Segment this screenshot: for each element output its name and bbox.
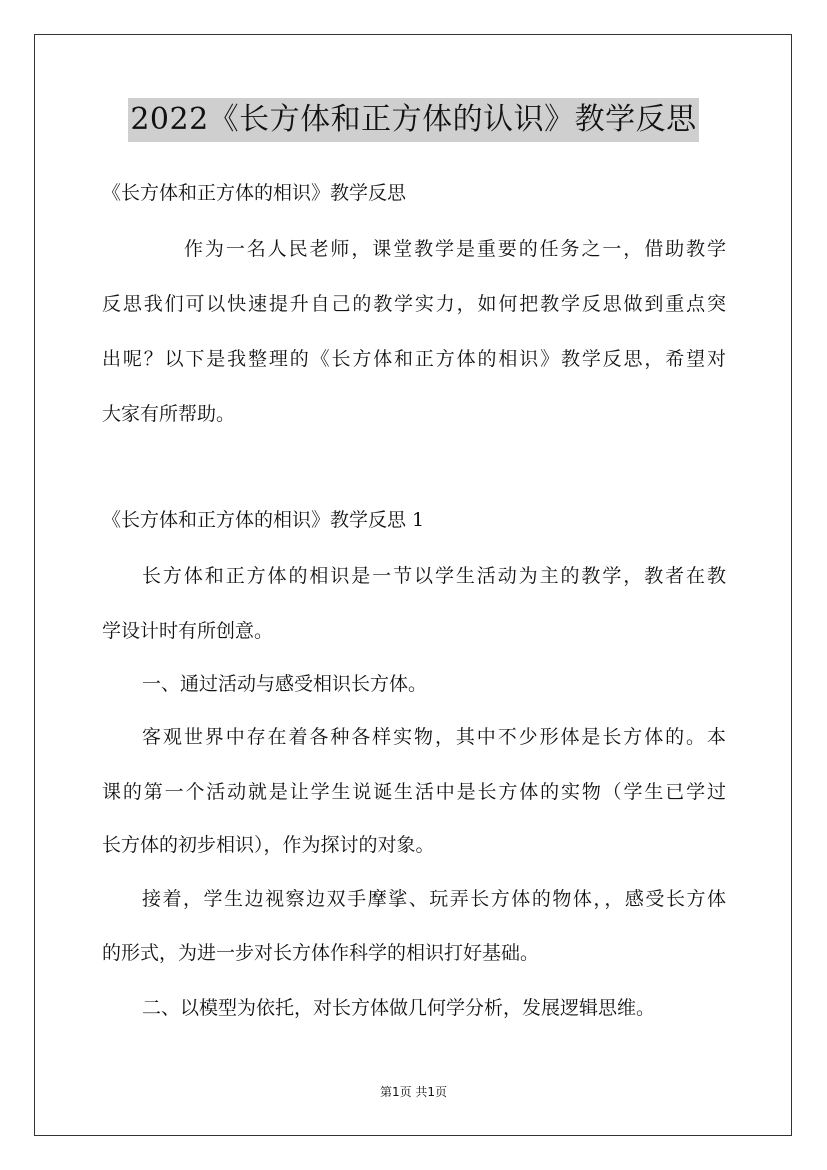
paragraph-line: 课的第一个活动就是让学生说诞生活中是长方体的实物（学生已学过 [102, 781, 726, 803]
paragraph-line: 的形式，为进一步对长方体作科学的相识打好基础。 [102, 942, 540, 964]
title-container [0, 98, 827, 142]
paragraph-line: 学设计时有所创意。 [102, 620, 274, 642]
paragraph-line: 客观世界中存在着各种各样实物，其中不少形体是长方体的。本 [142, 726, 726, 748]
paragraph-line: 反思我们可以快速提升自己的教学实力，如何把教学反思做到重点突 [102, 293, 726, 315]
section-heading-intro: 《长方体和正方体的相识》教学反思 [102, 182, 407, 204]
document-title: 2022《长方体和正方体的认识》教学反思 [128, 98, 698, 142]
paragraph-line: 大家有所帮助。 [102, 403, 236, 425]
paragraph-line: 长方体和正方体的相识是一节以学生活动为主的教学，教者在教 [142, 565, 726, 587]
paragraph-line: 接着，学生边视察边双手摩挲、玩弄长方体的物体，，感受长方体 [142, 888, 726, 910]
subheading-two: 二、以模型为依托，对长方体做几何学分析，发展逻辑思维。 [142, 997, 656, 1019]
section-heading-1: 《长方体和正方体的相识》教学反思 1 [102, 509, 425, 531]
page-footer: 第1页 共1页 [379, 1085, 448, 1099]
paragraph-line: 长方体的初步相识），作为探讨的对象。 [102, 834, 435, 856]
subheading-one: 一、通过活动与感受相识长方体。 [142, 673, 428, 695]
paragraph-line: 出呢？以下是我整理的《长方体和正方体的相识》教学反思，希望对 [102, 348, 726, 370]
paragraph-line: 作为一名人民老师，课堂教学是重要的任务之一，借助教学 [184, 238, 726, 260]
